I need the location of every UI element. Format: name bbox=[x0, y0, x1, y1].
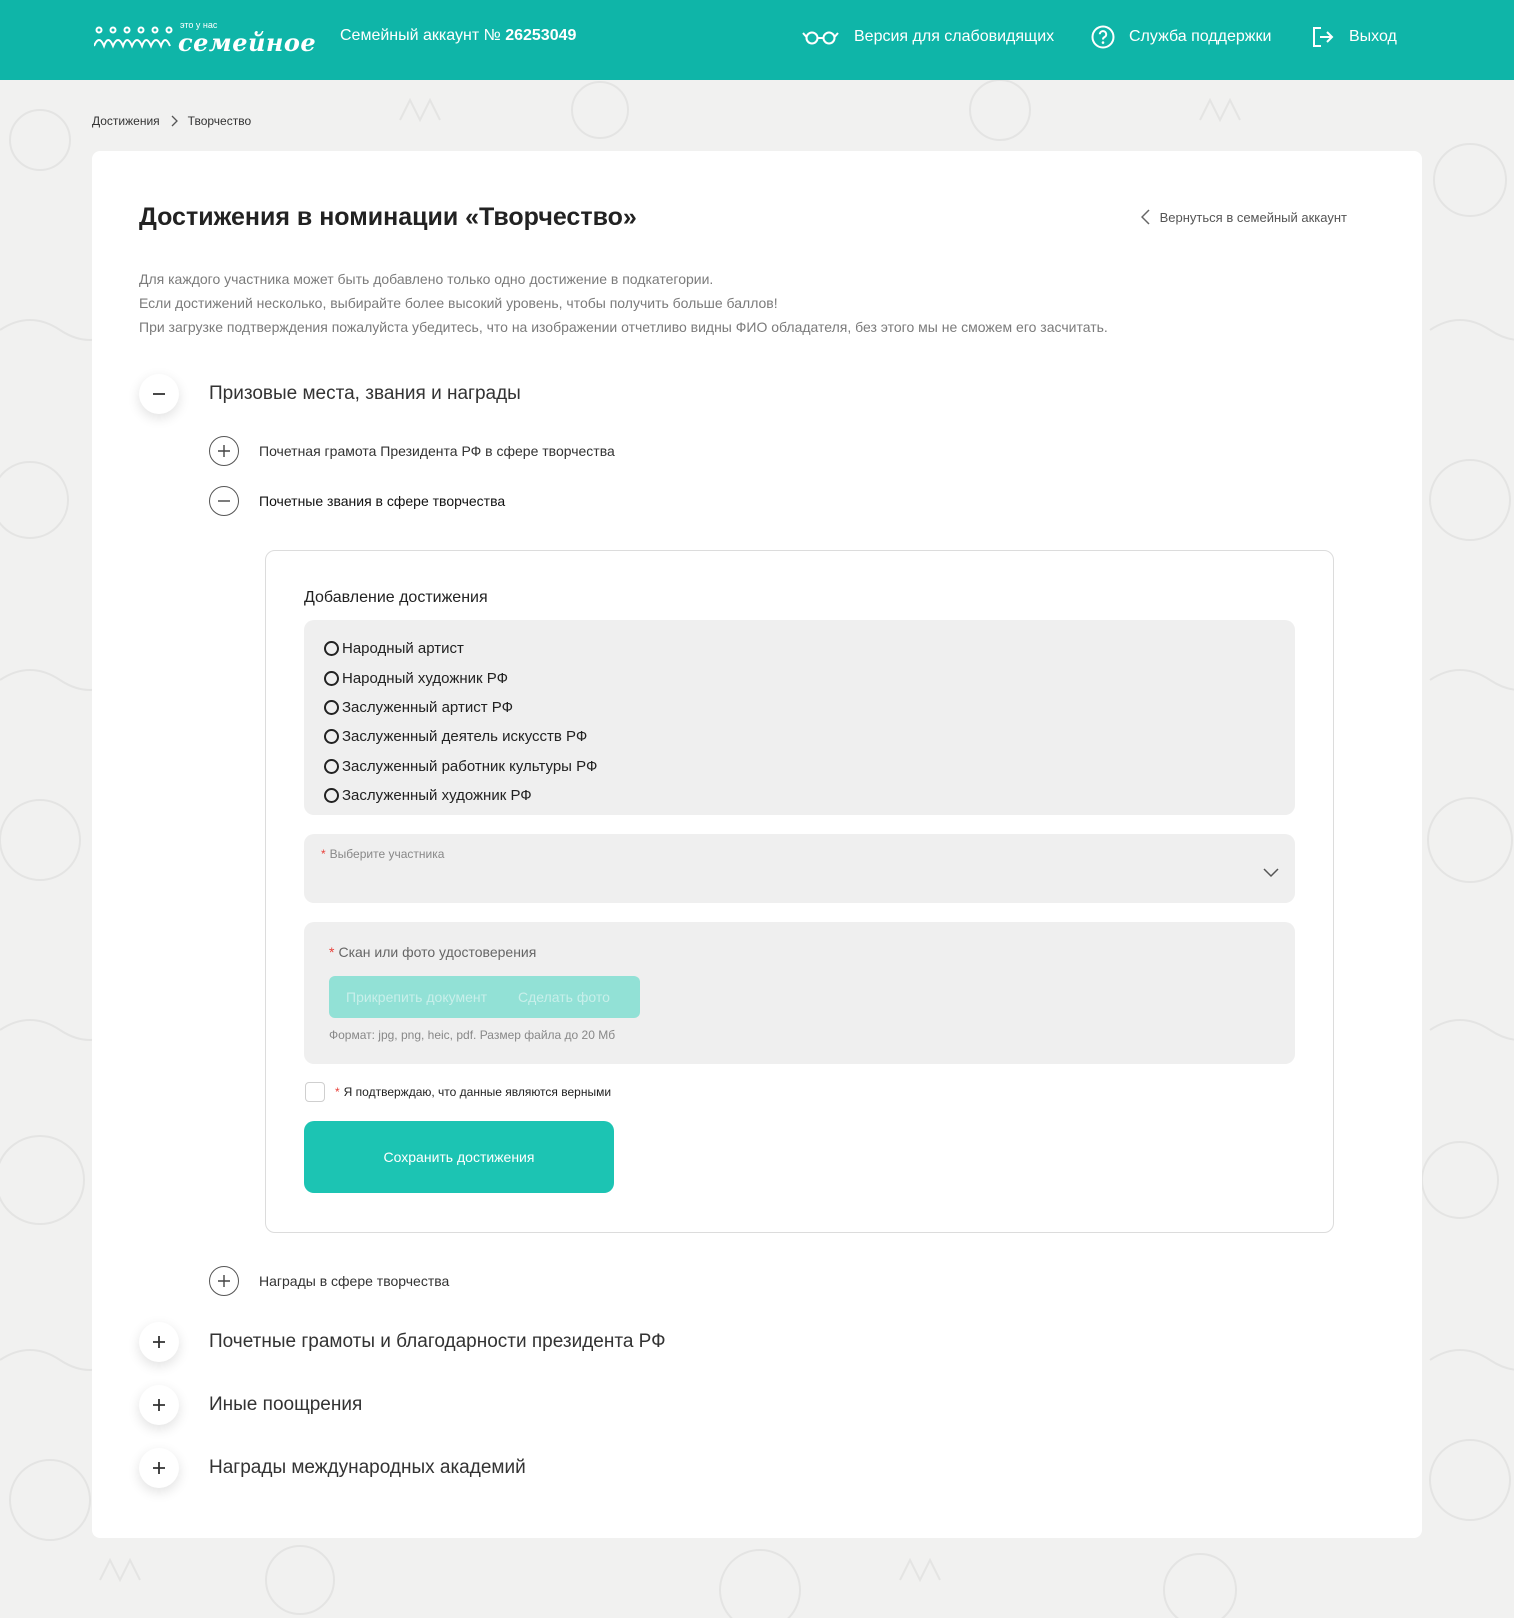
section-prizes-titles-awards[interactable] bbox=[139, 374, 521, 414]
radio-button[interactable] bbox=[324, 700, 339, 715]
plus-icon bbox=[217, 444, 231, 458]
main-card bbox=[92, 151, 1422, 1538]
confirm-label: Я подтверждаю, что данные являются верными bbox=[343, 1085, 612, 1099]
subsection-label: Почетные звания в сфере творчества bbox=[259, 493, 506, 509]
info-text bbox=[139, 267, 1108, 339]
radio-option[interactable] bbox=[304, 634, 1295, 663]
title-radio-group bbox=[304, 620, 1295, 815]
attach-document-button[interactable]: Прикрепить документ bbox=[346, 989, 487, 1005]
radio-option[interactable] bbox=[304, 663, 1295, 692]
low-vision-label: Версия для слабовидящих bbox=[854, 28, 1055, 45]
upload-label-text: Скан или фото удостоверения bbox=[338, 944, 537, 960]
radio-label: Народный художник РФ bbox=[342, 669, 508, 687]
breadcrumb-item-creativity: Творчество bbox=[187, 114, 252, 128]
section-international-academies[interactable] bbox=[139, 1448, 526, 1488]
top-header bbox=[0, 0, 1514, 80]
support-link[interactable] bbox=[1091, 24, 1271, 50]
info-line: Если достижений несколько, выбирайте более высокий уровень, чтобы получить больше баллов! bbox=[139, 295, 778, 311]
participant-select[interactable] bbox=[304, 834, 1295, 903]
document-upload bbox=[304, 922, 1295, 1064]
logout-label: Выход bbox=[1349, 28, 1397, 45]
plus-icon bbox=[217, 1274, 231, 1288]
support-label: Служба поддержки bbox=[1129, 28, 1272, 45]
plus-icon bbox=[152, 1461, 166, 1475]
chevron-right-icon bbox=[170, 115, 178, 127]
logo-wordmark: семейное bbox=[178, 28, 317, 57]
radio-button[interactable] bbox=[324, 641, 339, 656]
section-president-certificates[interactable] bbox=[139, 1322, 666, 1362]
section-label: Награды международных академий bbox=[209, 1457, 526, 1478]
minus-icon bbox=[217, 494, 231, 508]
confirm-row bbox=[305, 1082, 611, 1102]
info-line: При загрузке подтверждения пожалуйста убедитесь, что на изображении отчетливо видны ФИО обладателя, без этого мы не сможем его засчитать. bbox=[139, 319, 1108, 335]
site-logo[interactable] bbox=[94, 20, 317, 57]
upload-label bbox=[329, 944, 536, 960]
radio-option[interactable] bbox=[304, 781, 1295, 810]
expand-button[interactable] bbox=[139, 1448, 179, 1488]
subsection-label: Почетная грамота Президента РФ в сфере творчества bbox=[259, 443, 615, 459]
expand-button[interactable] bbox=[139, 1322, 179, 1362]
upload-format-hint: Формат: jpg, png, heic, pdf. Размер файла до 20 Мб bbox=[329, 1028, 616, 1042]
glasses-icon bbox=[802, 29, 840, 45]
minus-icon bbox=[152, 387, 166, 401]
take-photo-button[interactable]: Сделать фото bbox=[518, 989, 610, 1005]
subsection-president-certificate[interactable] bbox=[209, 436, 615, 466]
save-achievements-button[interactable]: Сохранить достижения bbox=[304, 1121, 614, 1193]
breadcrumb bbox=[92, 114, 251, 128]
family-account-number bbox=[340, 27, 576, 45]
radio-label: Заслуженный работник культуры РФ bbox=[342, 757, 598, 775]
section-label: Почетные грамоты и благодарности президента РФ bbox=[209, 1331, 666, 1352]
required-mark: * bbox=[335, 1085, 340, 1099]
section-label: Призовые места, звания и награды bbox=[209, 383, 521, 404]
radio-button[interactable] bbox=[324, 671, 339, 686]
participant-label-text: Выберите участника bbox=[329, 847, 445, 861]
page-title: Достижения в номинации «Творчество» bbox=[139, 203, 637, 231]
info-line: Для каждого участника может быть добавлено только одно достижение в подкатегории. bbox=[139, 271, 714, 287]
radio-label: Народный артист bbox=[342, 640, 464, 658]
logo-tagline: это у нас bbox=[180, 20, 218, 30]
expand-button[interactable] bbox=[209, 1266, 239, 1296]
add-achievement-form bbox=[265, 550, 1334, 1233]
family-figures-icon bbox=[94, 26, 178, 50]
radio-option[interactable] bbox=[304, 693, 1295, 722]
plus-icon bbox=[152, 1335, 166, 1349]
radio-button[interactable] bbox=[324, 759, 339, 774]
breadcrumb-item-achievements[interactable]: Достижения bbox=[92, 114, 160, 128]
expand-button[interactable] bbox=[139, 1385, 179, 1425]
logout-icon bbox=[1311, 25, 1335, 49]
section-other-incentives[interactable] bbox=[139, 1385, 362, 1425]
chevron-left-icon bbox=[1141, 209, 1150, 225]
required-mark: * bbox=[321, 847, 326, 861]
collapse-button[interactable] bbox=[209, 486, 239, 516]
upload-buttons bbox=[329, 976, 640, 1018]
expand-button[interactable] bbox=[209, 436, 239, 466]
radio-label: Заслуженный артист РФ bbox=[342, 698, 513, 716]
section-label: Иные поощрения bbox=[209, 1394, 363, 1415]
logout-link[interactable] bbox=[1311, 24, 1397, 50]
radio-option[interactable] bbox=[304, 752, 1295, 781]
confirm-checkbox[interactable] bbox=[305, 1082, 325, 1102]
account-prefix: Семейный аккаунт № bbox=[340, 27, 501, 44]
help-circle-icon bbox=[1091, 25, 1115, 49]
form-title: Добавление достижения bbox=[304, 589, 488, 606]
low-vision-link[interactable] bbox=[802, 24, 1054, 50]
subsection-awards-creativity[interactable] bbox=[209, 1266, 449, 1296]
subsection-label: Награды в сфере творчества bbox=[259, 1273, 450, 1289]
radio-label: Заслуженный художник РФ bbox=[342, 787, 532, 805]
radio-option[interactable] bbox=[304, 722, 1295, 751]
subsection-honorary-titles[interactable] bbox=[209, 486, 505, 516]
account-number: 26253049 bbox=[505, 27, 577, 44]
radio-button[interactable] bbox=[324, 729, 339, 744]
required-mark: * bbox=[329, 944, 335, 960]
plus-icon bbox=[152, 1398, 166, 1412]
radio-button[interactable] bbox=[324, 788, 339, 803]
participant-select-label bbox=[321, 847, 444, 861]
back-to-account-link[interactable] bbox=[1141, 209, 1347, 225]
radio-label: Заслуженный деятель искусств РФ bbox=[342, 728, 588, 746]
collapse-button[interactable] bbox=[139, 374, 179, 414]
chevron-down-icon bbox=[1263, 868, 1279, 878]
back-link-label: Вернуться в семейный аккаунт bbox=[1159, 209, 1347, 225]
